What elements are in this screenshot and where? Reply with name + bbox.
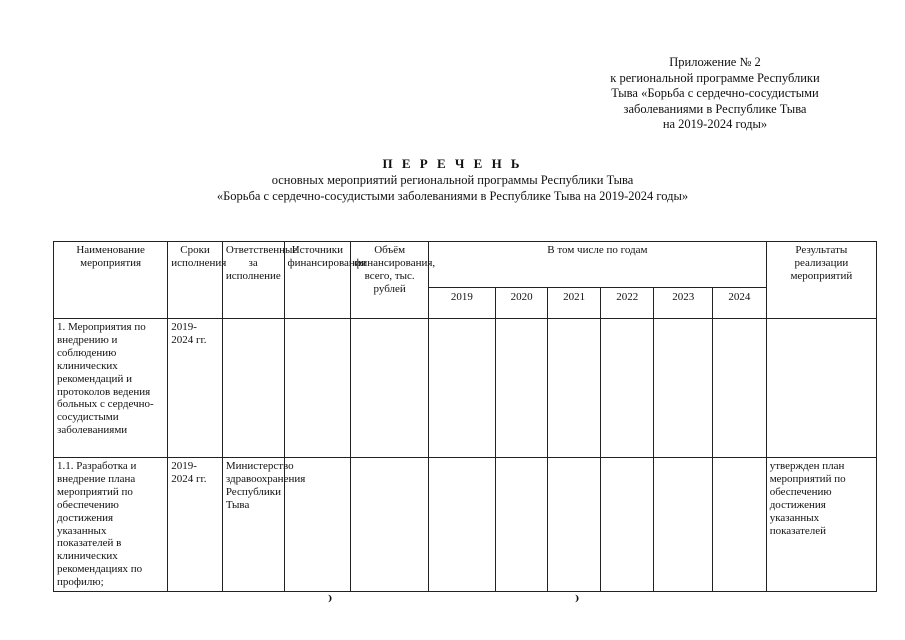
subtitle-line: «Борьба с сердечно-сосудистыми заболеваниями в Республике Тыва на 2019-2024 годы» [216,189,689,203]
measures-table [53,241,877,592]
row-name: 1. Мероприятия по внедрению и соблюдению клинических рекомендаций и протоколов ведения больных с сердечно-сосудистыми заболеваниями [54,319,168,458]
year-header: 2023 [654,288,713,319]
header-results: Результаты реализации мероприятий [766,242,876,319]
row-year-cell [429,458,496,592]
year-header: 2021 [548,288,601,319]
row-responsible [222,319,284,458]
header-terms: Сроки исполнения [168,242,223,319]
page-mark: ⁾ [575,592,580,610]
page-mark: ⁾ [328,592,333,610]
row-name: 1.1. Разработка и внедрение плана мероприятий по обеспечению достижения указанных показателей в клинических рекомендациях по профилю; [54,458,168,592]
header-by-years: В том числе по годам [429,242,767,288]
row-volume [351,319,429,458]
document-title: П Е Р Е Ч Е Н Ь [382,156,523,171]
header-volume: Объём финансирования, всего, тыс. рублей [351,242,429,319]
row-terms: 2019-2024 гг. [168,319,223,458]
appendix-note [565,55,865,133]
row-responsible: Министерство здравоохранения Республики Тыва [222,458,284,592]
row-year-cell [713,458,767,592]
year-header: 2020 [495,288,548,319]
document-subtitle [0,172,905,204]
row-results [766,319,876,458]
row-year-cell [600,458,654,592]
table-row [54,458,877,592]
subtitle-line: основных мероприятий региональной программы Республики Тыва [271,173,634,187]
appendix-line: на 2019-2024 годы» [662,117,768,132]
row-sources [284,319,351,458]
year-header: 2022 [600,288,654,319]
row-year-cell [548,458,601,592]
row-year-cell [600,319,654,458]
header-sources: Источники финансирования [284,242,351,319]
row-results: утвержден план мероприятий по обеспечению достижения указанных показателей [766,458,876,592]
row-year-cell [495,319,548,458]
row-volume [351,458,429,592]
table-row [54,319,877,458]
row-year-cell [495,458,548,592]
row-year-cell [429,319,496,458]
appendix-line: Тыва «Борьба с сердечно-сосудистыми [611,86,819,101]
header-name: Наименование мероприятия [54,242,168,319]
row-year-cell [654,458,713,592]
row-year-cell [713,319,767,458]
row-year-cell [654,319,713,458]
appendix-line: к региональной программе Республики [610,70,820,85]
row-terms: 2019-2024 гг. [168,458,223,592]
year-header: 2019 [429,288,496,319]
row-year-cell [548,319,601,458]
year-header: 2024 [713,288,767,319]
appendix-line: заболеваниями в Республике Тыва [623,101,807,116]
appendix-line: Приложение № 2 [669,55,761,69]
header-responsible: Ответственные за исполнение [222,242,284,319]
